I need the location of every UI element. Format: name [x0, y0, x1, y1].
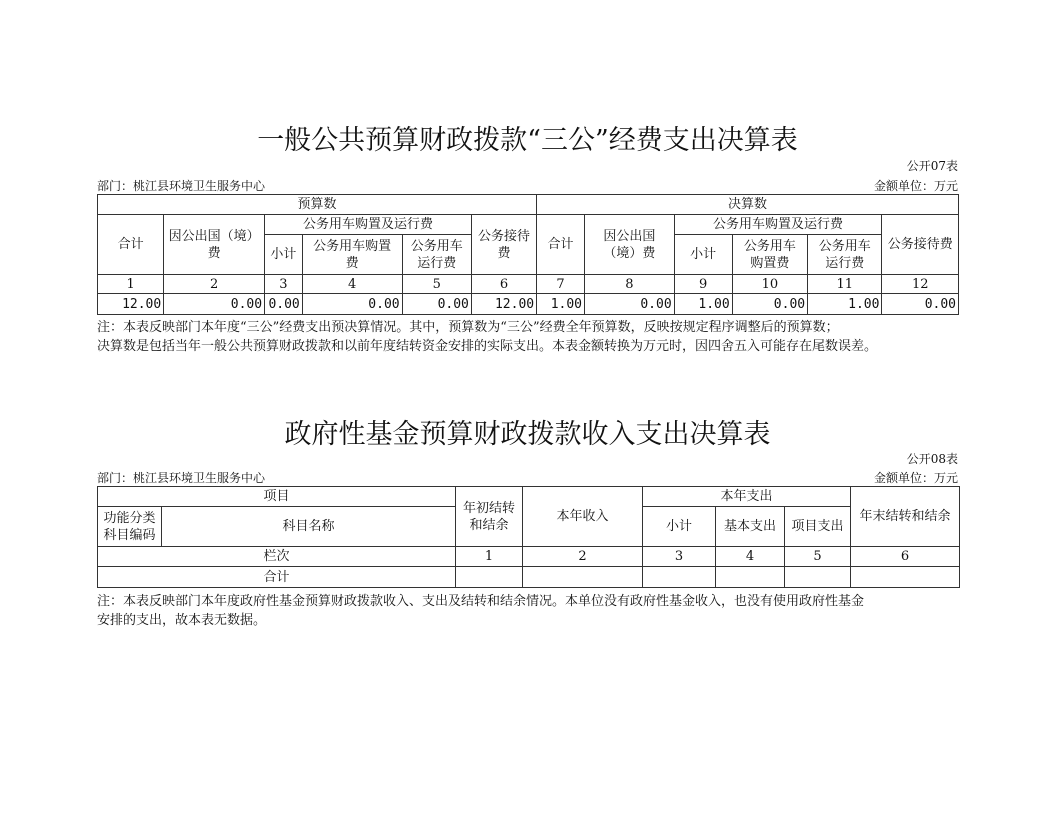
index-cell: 12 — [882, 275, 959, 294]
index-cell: 2 — [523, 547, 643, 567]
final-car-purchase-header: 公务用车 购置费 — [732, 235, 807, 275]
total-label: 合计 — [98, 567, 456, 588]
function-code-header: 功能分类 科目编码 — [98, 507, 162, 547]
index-cell: 4 — [716, 547, 785, 567]
table1-department: 部门：桃江县环境卫生服务中心 — [97, 179, 266, 193]
table2-department: 部门：桃江县环境卫生服务中心 — [97, 471, 266, 485]
total-cell — [851, 567, 960, 588]
index-cell: 5 — [402, 275, 471, 294]
budget-car-run-header: 公务用车 运行费 — [402, 235, 471, 275]
table1-unit: 金额单位：万元 — [873, 179, 958, 193]
final-car-run-header: 公务用车 运行费 — [808, 235, 882, 275]
value-cell: 0.00 — [402, 294, 471, 315]
basic-expense-header: 基本支出 — [716, 507, 785, 547]
budget-reception-header: 公务接待 费 — [471, 215, 536, 275]
expense-header: 本年支出 — [643, 487, 851, 507]
index-cell: 1 — [98, 275, 164, 294]
value-cell: 1.00 — [537, 294, 585, 315]
index-cell: 7 — [537, 275, 585, 294]
value-cell: 0.00 — [164, 294, 265, 315]
item-header: 项目 — [98, 487, 456, 507]
row-index-label: 栏次 — [98, 547, 456, 567]
table1 — [97, 194, 959, 315]
budget-car-purchase-header: 公务用车购置 费 — [302, 235, 402, 275]
final-abroad-header: 因公出国 （境）费 — [585, 215, 675, 275]
table1-note-line: 注：本表反映部门本年度“三公”经费支出预决算情况。其中，预算数为“三公”经费全年预算数，反映按规定程序调整后的预算数； — [97, 320, 839, 335]
index-cell: 3 — [265, 275, 303, 294]
income-header: 本年收入 — [523, 487, 643, 547]
table1-note — [97, 318, 967, 356]
table1-value-row — [98, 294, 959, 315]
total-cell — [456, 567, 523, 588]
index-cell: 4 — [302, 275, 402, 294]
total-cell — [785, 567, 851, 588]
value-cell: 0.00 — [732, 294, 807, 315]
final-reception-header: 公务接待费 — [882, 215, 959, 275]
table2-total-row — [98, 567, 960, 588]
budget-header: 预算数 — [98, 195, 537, 215]
end-balance-header: 年末结转和结余 — [851, 487, 960, 547]
value-cell: 0.00 — [585, 294, 675, 315]
index-cell: 6 — [851, 547, 960, 567]
final-car-group-header: 公务用车购置及运行费 — [674, 215, 882, 235]
table2-title: 政府性基金预算财政拨款收入支出决算表 — [284, 419, 771, 450]
table2 — [97, 486, 960, 588]
index-cell: 2 — [164, 275, 265, 294]
table1-index-row — [98, 275, 959, 294]
budget-subtotal-header: 小计 — [265, 235, 303, 275]
table2-note — [97, 592, 967, 630]
value-cell: 1.00 — [674, 294, 732, 315]
index-cell: 11 — [808, 275, 882, 294]
table1-title: 一般公共预算财政拨款“三公”经费支出决算表 — [257, 125, 798, 156]
index-cell: 6 — [471, 275, 536, 294]
budget-car-group-header: 公务用车购置及运行费 — [265, 215, 472, 235]
index-cell: 3 — [643, 547, 716, 567]
value-cell: 1.00 — [808, 294, 882, 315]
index-cell: 1 — [456, 547, 523, 567]
total-cell — [523, 567, 643, 588]
index-cell: 5 — [785, 547, 851, 567]
expense-subtotal-header: 小计 — [643, 507, 716, 547]
budget-abroad-header: 因公出国（境）费 — [164, 215, 265, 275]
subject-name-header: 科目名称 — [162, 507, 456, 547]
value-cell: 12.00 — [471, 294, 536, 315]
value-cell: 12.00 — [98, 294, 164, 315]
table1-code: 公开07表 — [906, 159, 958, 173]
index-cell: 9 — [674, 275, 732, 294]
table1-note-line: 决算数是包括当年一般公共预算财政拨款和以前年度结转资金安排的实际支出。本表金额转换为万元时，因四舍五入可能存在尾数误差。 — [97, 339, 878, 354]
final-subtotal-header: 小计 — [674, 235, 732, 275]
begin-balance-header: 年初结转 和结余 — [456, 487, 523, 547]
budget-total-header: 合计 — [98, 215, 164, 275]
table2-code: 公开08表 — [906, 452, 958, 466]
value-cell: 0.00 — [265, 294, 303, 315]
final-header: 决算数 — [537, 195, 959, 215]
value-cell: 0.00 — [882, 294, 959, 315]
total-cell — [716, 567, 785, 588]
value-cell: 0.00 — [302, 294, 402, 315]
total-cell — [643, 567, 716, 588]
project-expense-header: 项目支出 — [785, 507, 851, 547]
table2-note-line: 安排的支出，故本表无数据。 — [97, 613, 267, 628]
table2-index-row — [98, 547, 960, 567]
table2-note-line: 注：本表反映部门本年度政府性基金预算财政拨款收入、支出及结转和结余情况。本单位没有政府性基金收入，也没有使用政府性基金 — [97, 594, 865, 609]
final-total-header: 合计 — [537, 215, 585, 275]
index-cell: 8 — [585, 275, 675, 294]
index-cell: 10 — [732, 275, 807, 294]
table2-unit: 金额单位：万元 — [873, 471, 958, 485]
